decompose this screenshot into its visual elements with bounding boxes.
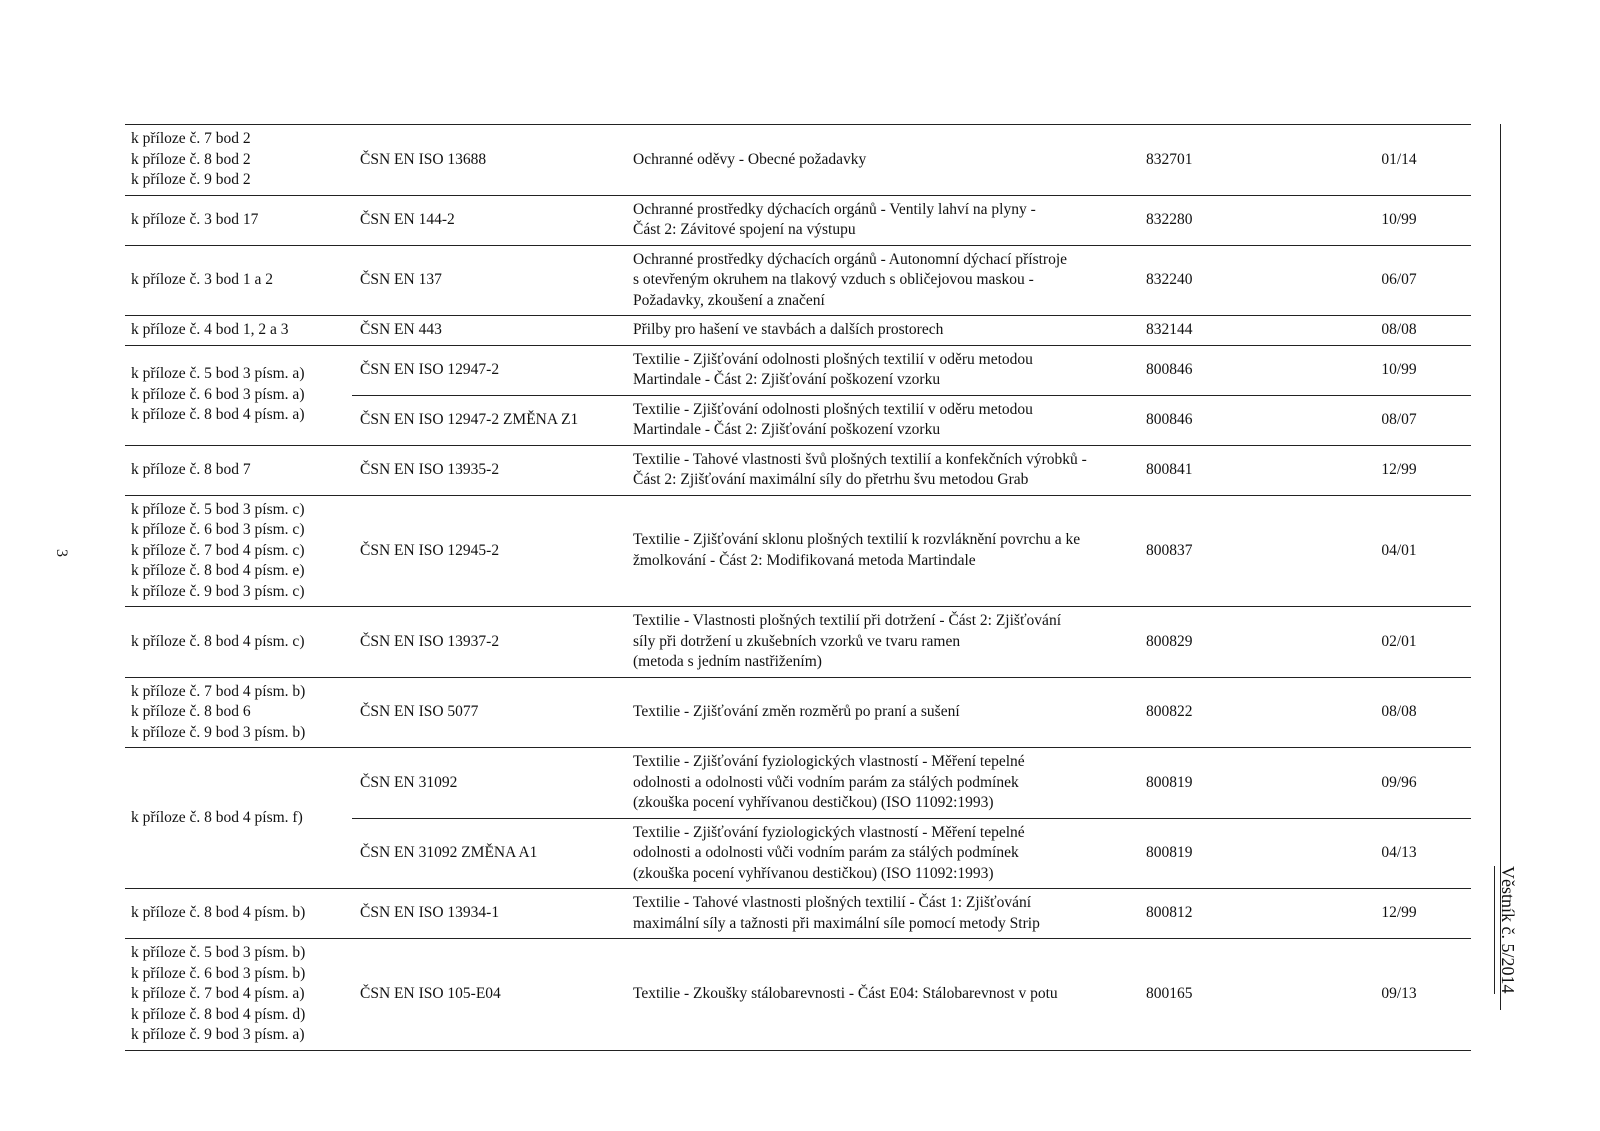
- standard-designation: ČSN EN ISO 5077: [352, 677, 625, 748]
- annex-reference-cell: [125, 316, 352, 346]
- annex-reference-cell: [125, 748, 352, 889]
- standard-title-line: Textilie - Zjišťování fyziologických vlastností - Měření tepelné: [633, 823, 1025, 841]
- classification-code: 800819: [1138, 818, 1327, 889]
- annex-reference: k příloze č. 8 bod 4 písm. f): [131, 808, 303, 826]
- annex-reference: k příloze č. 3 bod 17: [131, 210, 259, 228]
- table-row: [125, 748, 1471, 819]
- standard-title-cell: [625, 889, 1138, 939]
- standard-title-line: odolnosti a odolnosti vůči vodním parám za stálých podmínek: [633, 773, 1019, 791]
- table-row: [125, 889, 1471, 939]
- annex-reference: k příloze č. 7 bod 2: [131, 130, 251, 147]
- standard-title-line: Přilby pro hašení ve stavbách a dalších prostorech: [633, 321, 944, 338]
- table-row: [125, 495, 1471, 607]
- table-row: [125, 445, 1471, 495]
- issue-date: 08/08: [1327, 316, 1471, 346]
- issue-date: 02/01: [1327, 607, 1471, 678]
- standard-title-line: Martindale - Část 2: Zjišťování poškození vzorku: [633, 421, 941, 438]
- standard-title-line: Textilie - Zjišťování změn rozměrů po praní a sušení: [633, 703, 960, 720]
- standard-designation: ČSN EN 144-2: [352, 195, 625, 245]
- standard-designation: ČSN EN ISO 13937-2: [352, 607, 625, 678]
- issue-date: 06/07: [1327, 245, 1471, 316]
- annex-reference-cell: [125, 495, 352, 607]
- annex-reference: k příloze č. 7 bod 4 písm. a): [131, 985, 305, 1002]
- annex-reference-cell: [125, 195, 352, 245]
- standard-title-cell: [625, 495, 1138, 607]
- standard-title-line: Textilie - Zjišťování fyziologických vlastností - Měření tepelné: [633, 753, 1025, 770]
- standards-table-body: [125, 125, 1471, 1051]
- classification-code: 800841: [1138, 445, 1327, 495]
- annex-reference: k příloze č. 4 bod 1, 2 a 3: [131, 321, 289, 338]
- standard-title-line: odolnosti a odolnosti vůči vodním parám za stálých podmínek: [633, 844, 1019, 861]
- annex-reference: k příloze č. 8 bod 4 písm. c): [131, 632, 305, 650]
- issue-date: 12/99: [1327, 889, 1471, 939]
- standard-title-line: Textilie - Tahové vlastnosti švů plošných textilií a konfekčních výrobků -: [633, 450, 1087, 468]
- table-row: [125, 939, 1471, 1051]
- issue-date: 09/96: [1327, 748, 1471, 819]
- annex-reference-cell: [125, 607, 352, 678]
- standard-title-cell: [625, 748, 1138, 819]
- standard-title-cell: [625, 818, 1138, 889]
- annex-reference-cell: [125, 245, 352, 316]
- table-row: [125, 607, 1471, 678]
- standard-title-cell: [625, 345, 1138, 395]
- annex-reference: k příloze č. 9 bod 2: [131, 171, 251, 188]
- annex-reference: k příloze č. 9 bod 3 písm. c): [131, 582, 305, 600]
- standard-title-cell: [625, 195, 1138, 245]
- standard-title-cell: [625, 316, 1138, 346]
- annex-reference: k příloze č. 7 bod 4 písm. c): [131, 541, 305, 559]
- standard-title-line: Textilie - Zjišťování odolnosti plošných textilií v oděru metodou: [633, 400, 1033, 418]
- annex-reference-cell: [125, 677, 352, 748]
- annex-reference: k příloze č. 6 bod 3 písm. c): [131, 521, 305, 538]
- classification-code: 832144: [1138, 316, 1327, 346]
- annex-reference-cell: [125, 125, 352, 196]
- standard-title-line: maximální síly a tažnosti při maximální síle pomocí metody Strip: [633, 914, 1040, 932]
- table-row: [125, 316, 1471, 346]
- issue-date: 01/14: [1327, 125, 1471, 196]
- page-number: 3: [53, 549, 70, 557]
- standard-title-cell: [625, 939, 1138, 1051]
- standard-title-line: Martindale - Část 2: Zjišťování poškození vzorku: [633, 371, 941, 388]
- standard-designation: ČSN EN 137: [352, 245, 625, 316]
- annex-reference: k příloze č. 5 bod 3 písm. b): [131, 944, 306, 961]
- standards-table: [125, 124, 1471, 1051]
- standard-designation: ČSN EN ISO 13934-1: [352, 889, 625, 939]
- standard-title-line: (zkouška pocení vyhřívanou destičkou) (ISO 11092:1993): [633, 864, 994, 882]
- standard-title-line: Textilie - Zjišťování sklonu plošných textilií k rozvláknění povrchu a ke: [633, 531, 1081, 549]
- standard-title-cell: [625, 607, 1138, 678]
- standard-title-line: Textilie - Zjišťování odolnosti plošných textilií v oděru metodou: [633, 350, 1033, 368]
- standard-designation: ČSN EN 31092: [352, 748, 625, 819]
- standard-designation: ČSN EN ISO 12947-2: [352, 345, 625, 395]
- issue-date: 04/13: [1327, 818, 1471, 889]
- issue-date: 08/08: [1327, 677, 1471, 748]
- standard-title-line: s otevřeným okruhem na tlakový vzduch s obličejovou maskou -: [633, 271, 1034, 288]
- standard-title-cell: [625, 395, 1138, 445]
- classification-code: 832240: [1138, 245, 1327, 316]
- annex-reference: k příloze č. 3 bod 1 a 2: [131, 271, 274, 288]
- table-row: [125, 677, 1471, 748]
- annex-reference: k příloze č. 9 bod 3 písm. b): [131, 723, 306, 741]
- annex-reference: k příloze č. 8 bod 6: [131, 703, 251, 720]
- standard-title-line: Ochranné prostředky dýchacích orgánů - Ventily lahví na plyny -: [633, 200, 1036, 218]
- annex-reference: k příloze č. 5 bod 3 písm. a): [131, 365, 305, 383]
- annex-reference: k příloze č. 8 bod 4 písm. e): [131, 562, 305, 579]
- standard-title-line: Textilie - Vlastnosti plošných textilií při dotržení - Část 2: Zjišťování: [633, 612, 1061, 629]
- annex-reference: k příloze č. 8 bod 2: [131, 150, 251, 168]
- standard-title-line: (metoda s jedním nastřižením): [633, 653, 822, 670]
- classification-code: 800846: [1138, 345, 1327, 395]
- standard-title-cell: [625, 677, 1138, 748]
- standard-designation: ČSN EN ISO 12947-2 ZMĚNA Z1: [352, 395, 625, 445]
- standard-designation: ČSN EN ISO 13935-2: [352, 445, 625, 495]
- standard-designation: ČSN EN 31092 ZMĚNA A1: [352, 818, 625, 889]
- standard-title-line: Ochranné prostředky dýchacích orgánů - Autonomní dýchací přístroje: [633, 250, 1068, 268]
- standard-title-line: Ochranné oděvy - Obecné požadavky: [633, 150, 867, 168]
- classification-code: 832280: [1138, 195, 1327, 245]
- classification-code: 832701: [1138, 125, 1327, 196]
- classification-code: 800829: [1138, 607, 1327, 678]
- annex-reference: k příloze č. 8 bod 4 písm. b): [131, 904, 306, 922]
- standard-title-cell: [625, 245, 1138, 316]
- table-row: [125, 195, 1471, 245]
- classification-code: 800165: [1138, 939, 1327, 1051]
- standard-title-line: žmolkování - Část 2: Modifikovaná metoda Martindale: [633, 551, 976, 569]
- classification-code: 800846: [1138, 395, 1327, 445]
- standard-designation: ČSN EN ISO 105-E04: [352, 939, 625, 1051]
- classification-code: 800837: [1138, 495, 1327, 607]
- journal-title: Věstník č. 5/2014: [1494, 866, 1517, 994]
- issue-date: 08/07: [1327, 395, 1471, 445]
- table-row: [125, 345, 1471, 395]
- issue-date: 12/99: [1327, 445, 1471, 495]
- annex-reference: k příloze č. 5 bod 3 písm. c): [131, 500, 305, 518]
- annex-reference: k příloze č. 8 bod 4 písm. d): [131, 1005, 306, 1023]
- annex-reference: k příloze č. 8 bod 4 písm. a): [131, 406, 305, 424]
- classification-code: 800819: [1138, 748, 1327, 819]
- classification-code: 800822: [1138, 677, 1327, 748]
- annex-reference: k příloze č. 9 bod 3 písm. a): [131, 1026, 305, 1043]
- standard-title-line: Textilie - Tahové vlastnosti plošných textilií - Část 1: Zjišťování: [633, 894, 1032, 911]
- standard-title-line: Část 2: Zjišťování maximální síly do přetrhu švu metodou Grab: [633, 471, 1029, 488]
- standard-title-line: Textilie - Zkoušky stálobarevnosti - Část E04: Stálobarevnost v potu: [633, 985, 1058, 1002]
- table-row: [125, 125, 1471, 196]
- standard-title-cell: [625, 125, 1138, 196]
- issue-date: 10/99: [1327, 195, 1471, 245]
- standard-designation: ČSN EN ISO 13688: [352, 125, 625, 196]
- table-row: [125, 245, 1471, 316]
- annex-reference-cell: [125, 889, 352, 939]
- annex-reference: k příloze č. 7 bod 4 písm. b): [131, 682, 306, 700]
- annex-reference: k příloze č. 6 bod 3 písm. b): [131, 964, 306, 982]
- issue-date: 10/99: [1327, 345, 1471, 395]
- standard-designation: ČSN EN 443: [352, 316, 625, 346]
- standard-title-line: Část 2: Závitové spojení na výstupu: [633, 221, 856, 238]
- annex-reference: k příloze č. 6 bod 3 písm. a): [131, 385, 305, 403]
- annex-reference: k příloze č. 8 bod 7: [131, 460, 251, 478]
- standard-designation: ČSN EN ISO 12945-2: [352, 495, 625, 607]
- standard-title-cell: [625, 445, 1138, 495]
- issue-date: 09/13: [1327, 939, 1471, 1051]
- issue-date: 04/01: [1327, 495, 1471, 607]
- standard-title-line: síly při dotržení u zkušebních vzorků ve tvaru ramen: [633, 632, 961, 650]
- annex-reference-cell: [125, 345, 352, 445]
- annex-reference-cell: [125, 445, 352, 495]
- annex-reference-cell: [125, 939, 352, 1051]
- classification-code: 800812: [1138, 889, 1327, 939]
- standard-title-line: Požadavky, zkoušení a značení: [633, 291, 825, 309]
- standard-title-line: (zkouška pocení vyhřívanou destičkou) (ISO 11092:1993): [633, 794, 994, 811]
